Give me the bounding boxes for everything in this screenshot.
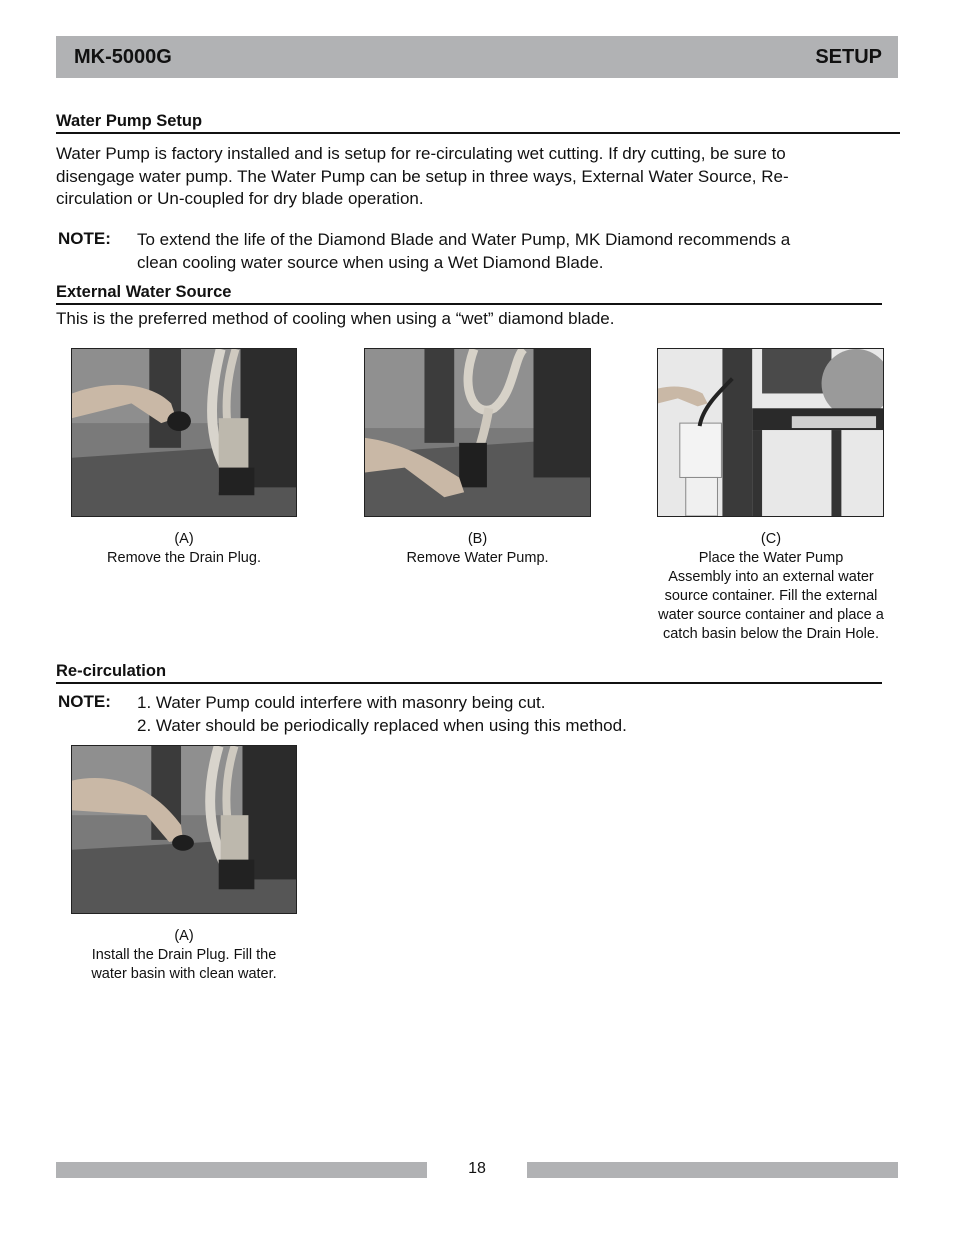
section-title-water-pump-setup: Water Pump Setup: [56, 112, 900, 134]
caption-line: water source container and place a: [658, 607, 884, 623]
photo-external-water-container: [657, 348, 884, 517]
photo-remove-water-pump: [364, 348, 591, 517]
note-label: NOTE:: [58, 692, 111, 711]
caption-id: (B): [467, 531, 488, 547]
section-title-recirculation: Re-circulation: [56, 662, 882, 684]
model-name: MK-5000G: [74, 45, 172, 68]
note-label: NOTE:: [58, 229, 111, 248]
section-title-external-water-source: External Water Source: [56, 283, 882, 305]
photo-install-drain-plug: [71, 745, 297, 914]
caption-line: Remove the Drain Plug.: [107, 550, 261, 566]
note-line: clean cooling water source when using a Wet Diamond Blade.: [137, 252, 604, 272]
footer-bar-right: [527, 1162, 898, 1178]
caption-line: Assembly into an external water: [668, 569, 874, 585]
caption-line: Install the Drain Plug. Fill the: [91, 947, 277, 963]
caption-id: (A): [174, 928, 194, 944]
caption-line: source container. Fill the external: [664, 588, 878, 604]
note-line: To extend the life of the Diamond Blade and Water Pump, MK Diamond recommends a: [137, 230, 791, 249]
caption-id: (C): [760, 531, 782, 547]
photo-remove-drain-plug: [71, 348, 297, 517]
caption-line: water basin with clean water.: [91, 966, 277, 982]
caption-id: (A): [174, 531, 194, 547]
note-text: [137, 229, 897, 274]
caption-figure-a: [71, 530, 297, 568]
caption-line: catch basin below the Drain Hole.: [662, 626, 879, 642]
body-line: disengage water pump. The Water Pump can be setup in three ways, External Water Source, Re-: [56, 166, 789, 186]
section-name: SETUP: [815, 45, 882, 68]
caption-line: Place the Water Pump: [698, 550, 844, 566]
page-number: 18: [468, 1160, 486, 1177]
header-bar: [56, 36, 898, 78]
water-pump-setup-body: [56, 143, 896, 211]
footer-bar-left: [56, 1162, 427, 1178]
body-line: circulation or Un-coupled for dry blade operation.: [56, 189, 424, 208]
caption-line: Remove Water Pump.: [406, 550, 549, 566]
recirculation-note-text: [137, 692, 837, 737]
caption-figure-c: [644, 530, 898, 644]
external-water-source-body: This is the preferred method of cooling when using a “wet” diamond blade.: [56, 309, 615, 328]
caption-figure-b: [364, 530, 591, 568]
note-line: 1. Water Pump could interfere with masonry being cut.: [137, 693, 546, 712]
note-line: 2. Water should be periodically replaced when using this method.: [137, 715, 627, 735]
caption-recirculation-figure-a: [71, 927, 297, 984]
body-line: Water Pump is factory installed and is setup for re-circulating wet cutting. If dry cutting, be sure to: [56, 144, 786, 163]
